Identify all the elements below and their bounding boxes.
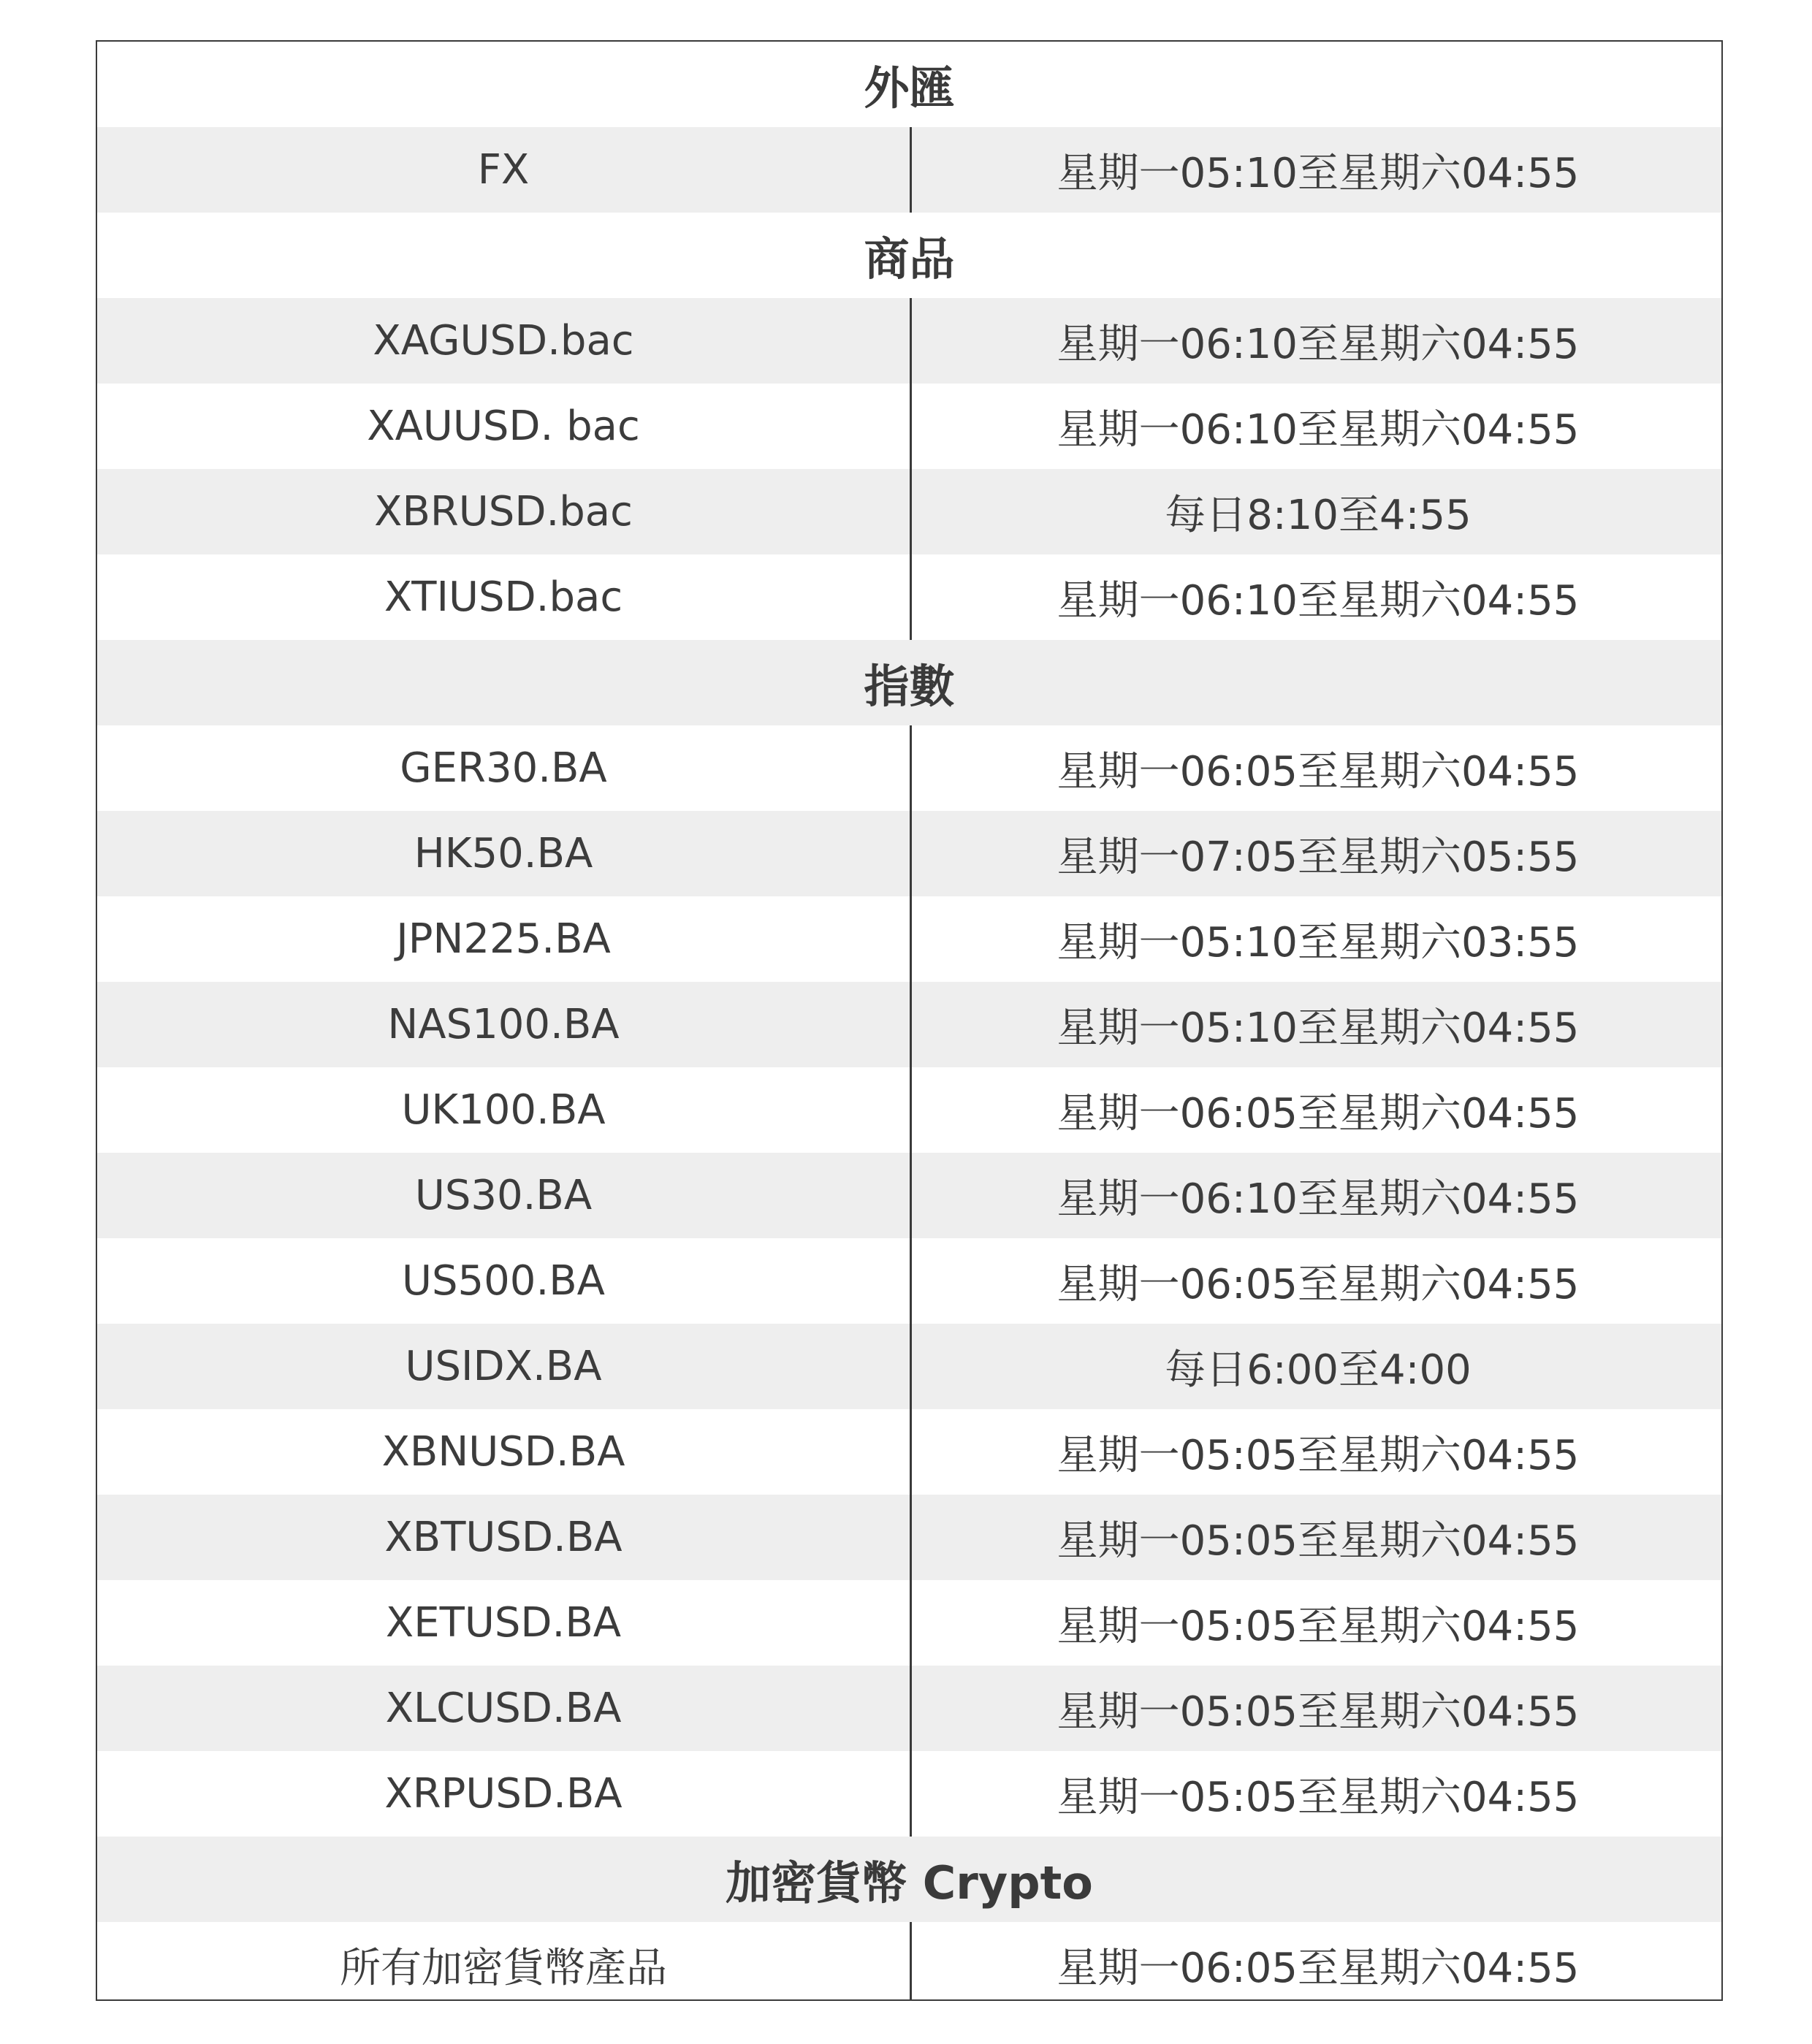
- hours-cell: 星期一05:05至星期六04:55: [1057, 1602, 1580, 1650]
- symbol-cell: XBRUSD.bac: [374, 488, 633, 535]
- table-row: [97, 554, 1721, 640]
- table-row: [97, 1495, 1721, 1580]
- section-header-row: [97, 640, 1721, 725]
- hours-cell: 星期一05:10至星期六04:55: [1057, 149, 1580, 197]
- hours-cell: 星期一05:10至星期六04:55: [1057, 1004, 1580, 1052]
- symbol-cell: XBTUSD.BA: [384, 1514, 623, 1561]
- section-heading: 指數: [864, 660, 955, 713]
- table-row: [97, 725, 1721, 811]
- hours-cell: 星期一06:10至星期六04:55: [1057, 320, 1580, 368]
- hours-cell: 星期一06:10至星期六04:55: [1057, 1175, 1580, 1223]
- hours-cell: 星期一06:05至星期六04:55: [1057, 1089, 1580, 1137]
- hours-cell: 星期一05:05至星期六04:55: [1057, 1517, 1580, 1565]
- table-row: [97, 1409, 1721, 1495]
- symbol-cell: UK100.BA: [401, 1086, 606, 1134]
- symbol-cell: 所有加密貨幣產品: [340, 1944, 667, 1992]
- section-header-row: [97, 213, 1721, 298]
- section-heading: 商品: [864, 232, 955, 286]
- symbol-cell: JPN225.BA: [396, 915, 611, 963]
- section-heading: 外匯: [864, 61, 955, 115]
- symbol-cell: NAS100.BA: [387, 1001, 620, 1048]
- hours-cell: 每日6:00至4:00: [1165, 1346, 1472, 1394]
- table-row: [97, 1153, 1721, 1238]
- symbol-cell: FX: [477, 146, 530, 194]
- symbol-cell: XETUSD.BA: [385, 1599, 622, 1647]
- symbol-cell: US500.BA: [402, 1257, 605, 1305]
- table-row: [97, 1666, 1721, 1751]
- hours-cell: 星期一05:05至星期六04:55: [1057, 1773, 1580, 1821]
- table-row: [97, 127, 1721, 213]
- symbol-cell: HK50.BA: [414, 830, 593, 877]
- table-row: [97, 1324, 1721, 1409]
- table-row: [97, 1580, 1721, 1666]
- table-row: [97, 982, 1721, 1067]
- hours-cell: 星期一07:05至星期六05:55: [1057, 833, 1580, 881]
- symbol-cell: GER30.BA: [400, 744, 607, 792]
- symbol-cell: XAGUSD.bac: [373, 317, 634, 365]
- table-row: [97, 1751, 1721, 1837]
- hours-cell: 星期一05:05至星期六04:55: [1057, 1688, 1580, 1736]
- section-header-row: [97, 1837, 1721, 1922]
- hours-cell: 星期一06:05至星期六04:55: [1057, 1944, 1580, 1992]
- hours-cell: 星期一06:05至星期六04:55: [1057, 747, 1580, 796]
- symbol-cell: XLCUSD.BA: [385, 1685, 622, 1732]
- symbol-cell: XAUUSD. bac: [367, 403, 640, 450]
- hours-cell: 星期一06:10至星期六04:55: [1057, 405, 1580, 454]
- table-row: [97, 896, 1721, 982]
- table-row: [97, 1238, 1721, 1324]
- trading-hours-table: [96, 40, 1723, 2001]
- hours-cell: 星期一05:10至星期六03:55: [1057, 918, 1580, 966]
- table-row: [97, 384, 1721, 469]
- table-row: [97, 1922, 1721, 2001]
- symbol-cell: USIDX.BA: [405, 1343, 602, 1390]
- hours-cell: 星期一06:10至星期六04:55: [1057, 576, 1580, 625]
- table-row: [97, 1067, 1721, 1153]
- hours-cell: 每日8:10至4:55: [1165, 491, 1472, 539]
- symbol-cell: US30.BA: [414, 1172, 593, 1219]
- table-row: [97, 811, 1721, 896]
- section-header-row: [97, 42, 1721, 127]
- section-heading: 加密貨幣 Crypto: [726, 1856, 1093, 1910]
- symbol-cell: XTIUSD.bac: [384, 573, 623, 621]
- hours-cell: 星期一06:05至星期六04:55: [1057, 1260, 1580, 1308]
- symbol-cell: XBNUSD.BA: [381, 1428, 625, 1476]
- table-row: [97, 298, 1721, 384]
- symbol-cell: XRPUSD.BA: [384, 1770, 623, 1818]
- hours-cell: 星期一05:05至星期六04:55: [1057, 1431, 1580, 1479]
- table-row: [97, 469, 1721, 554]
